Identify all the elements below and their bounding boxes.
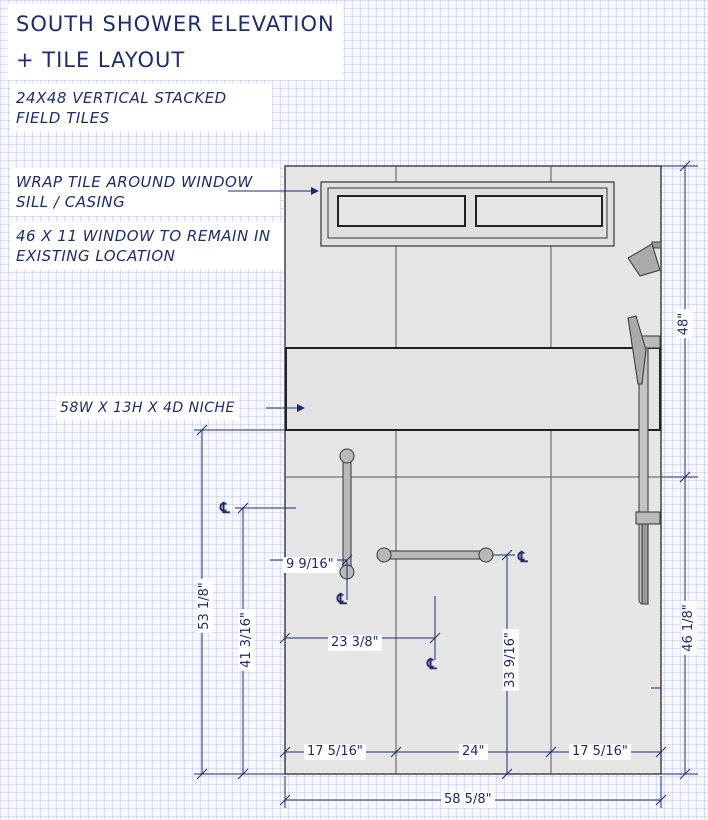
dim-right-tile: 17 5/16": [569, 744, 631, 760]
dim-grab-bar-offset: 9 9/16": [283, 557, 337, 573]
window-pane-right: [476, 196, 602, 226]
note-window: 46 X 11 WINDOW TO REMAIN IN EXISTING LOCATION: [10, 222, 292, 270]
title-line-1: SOUTH SHOWER ELEVATION: [16, 12, 335, 36]
dim-center-tile: 24": [459, 744, 488, 760]
dim-horizontal-bar-height: 33 9/16": [503, 629, 519, 691]
note-niche: 58W X 13H X 4D NICHE: [56, 396, 239, 420]
dim-grab-bar-height: 41 3/16": [239, 609, 255, 671]
niche: [286, 348, 660, 430]
shower-wall: [285, 166, 661, 774]
dim-horizontal-bar-center: 23 3/8": [328, 635, 382, 651]
centerline-icon: ℄: [220, 499, 230, 517]
dim-overall-width: 58 5/8": [441, 792, 495, 808]
dim-lower-height: 46 1/8": [681, 601, 697, 655]
dim-upper-height: 48": [676, 310, 692, 339]
window-pane-left: [338, 196, 465, 226]
centerline-icon: ℄: [518, 548, 528, 566]
note-wrap-tile: WRAP TILE AROUND WINDOW SILL / CASING: [10, 168, 280, 216]
note-field-tiles: 24X48 VERTICAL STACKED FIELD TILES: [10, 84, 272, 132]
centerline-icon: ℄: [427, 655, 437, 673]
dim-left-tile: 17 5/16": [304, 744, 366, 760]
title-line-2: + TILE LAYOUT: [16, 48, 186, 72]
dim-niche-bottom: 53 1/8": [197, 579, 213, 633]
centerline-icon: ℄: [337, 590, 347, 608]
